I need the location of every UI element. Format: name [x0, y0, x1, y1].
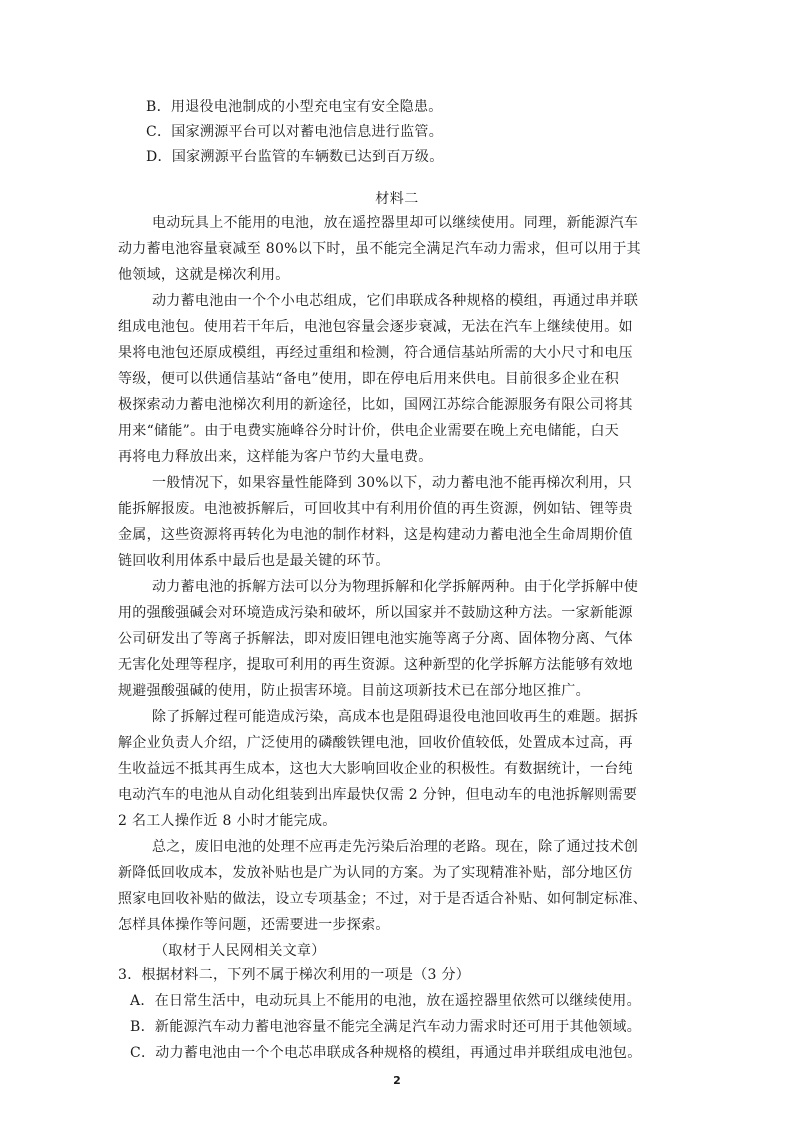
paragraph-line: 能拆解报废。电池被拆解后，可回收其中有利用价值的再生资源，例如钴、锂等贵 [118, 501, 633, 517]
option-b-line: B．用退役电池制成的小型充电宝有安全隐患。 [146, 99, 443, 115]
paragraph-line: 动力蓄电池的拆解方法可以分为物理拆解和化学拆解两种。由于化学拆解中使 [152, 579, 639, 595]
paragraph-line: 等级，便可以供通信基站“备电”使用，即在停电后用来供电。目前很多企业在积 [118, 371, 620, 387]
paragraph-line: 总之，废旧电池的处理不应再走先污染后治理的老路。现在，除了通过技术创 [152, 839, 639, 855]
option-c-line: C．国家溯源平台可以对蓄电池信息进行监管。 [146, 124, 444, 140]
paragraph-line: 电动玩具上不能用的电池，放在遥控器里却可以继续使用。同理，新能源汽车 [152, 215, 639, 231]
paragraph-line: 新降低回收成本，发放补贴也是广为认同的方案。为了实现精准补贴，部分地区仿 [118, 865, 633, 881]
paragraph-line: 生收益远不抵其再生成本，这也大大影响回收企业的积极性。有数据统计，一台纯 [118, 761, 633, 777]
paragraph-line: 他领域，这就是梯次利用。 [118, 267, 290, 283]
paragraph-line: 再将电力释放出来，这样能为客户节约大量电费。 [118, 449, 433, 465]
paragraph-line: 2 名工人操作近 8 小时才能完成。 [118, 813, 337, 829]
paragraph-line: 解企业负责人介绍，广泛使用的磷酸铁锂电池，回收价值较低，处置成本过高，再 [118, 735, 633, 751]
material-heading: 材料二 [375, 191, 419, 207]
question-stem: 3．根据材料二，下列不属于梯次利用的一项是（3 分） [118, 967, 471, 983]
option-d-line: D．国家溯源平台监管的车辆数已达到百万级。 [146, 149, 444, 165]
paragraph-line: 一般情况下，如果容量性能降到 30%以下，动力蓄电池不能再梯次利用，只 [152, 475, 633, 491]
paragraph-line: 动力蓄电池容量衰减至 80%以下时，虽不能完全满足汽车动力需求，但可以用于其 [118, 241, 641, 257]
paragraph-line: 怎样具体操作等问题，还需要进一步探索。 [118, 917, 390, 933]
paragraph-line: 无害化处理等程序，提取可利用的再生资源。这种新型的化学拆解方法能够有效地 [118, 657, 633, 673]
paragraph-line: 动力蓄电池由一个个小电芯组成，它们串联成各种规格的模组，再通过串并联 [152, 293, 639, 309]
question-option-a: A．在日常生活中，电动玩具上不能用的电池，放在遥控器里依然可以继续使用。 [130, 993, 641, 1009]
paragraph-line: 金属，这些资源将再转化为电池的制作材料，这是构建动力蓄电池全生命周期价值 [118, 527, 633, 543]
paragraph-line: 极探索动力蓄电池梯次利用的新途径，比如，国网江苏综合能源服务有限公司将其 [118, 397, 633, 413]
paragraph-line: 链回收利用体系中最后也是最关键的环节。 [118, 553, 390, 569]
paragraph-line: 除了拆解过程可能造成污染，高成本也是阻碍退役电池回收再生的难题。据拆 [152, 709, 639, 725]
question-option-c: C．动力蓄电池由一个个电芯串联成各种规格的模组，再通过串并联组成电池包。 [130, 1045, 642, 1061]
question-option-b: B．新能源汽车动力蓄电池容量不能完全满足汽车动力需求时还可用于其他领域。 [130, 1019, 642, 1035]
paragraph-line: 电动汽车的电池从自动化组装到出库最快仅需 2 分钟，但电动车的电池拆解则需要 [118, 787, 638, 803]
paragraph-line: 公司研发出了等离子拆解法，即对废旧锂电池实施等离子分离、固体物分离、气体 [118, 631, 633, 647]
paragraph-line: 组成电池包。使用若干年后，电池包容量会逐步衰减，无法在汽车上继续使用。如 [118, 319, 633, 335]
source-note: （取材于人民网相关文章） [154, 943, 326, 959]
page-number: 2 [393, 1074, 401, 1087]
paragraph-line: 照家电回收补贴的做法，设立专项基金；不过，对于是否适合补贴、如何制定标准、 [118, 891, 648, 907]
paragraph-line: 用来“储能”。由于电费实施峰谷分时计价，供电企业需要在晚上充电储能，白天 [118, 423, 620, 439]
paragraph-line: 用的强酸强碱会对环境造成污染和破坏，所以国家并不鼓励这种方法。一家新能源 [118, 605, 633, 621]
paragraph-line: 果将电池包还原成模组，再经过重组和检测，符合通信基站所需的大小尺寸和电压 [118, 345, 633, 361]
paragraph-line: 规避强酸强碱的使用，防止损害环境。目前这项新技术已在部分地区推广。 [118, 683, 590, 699]
